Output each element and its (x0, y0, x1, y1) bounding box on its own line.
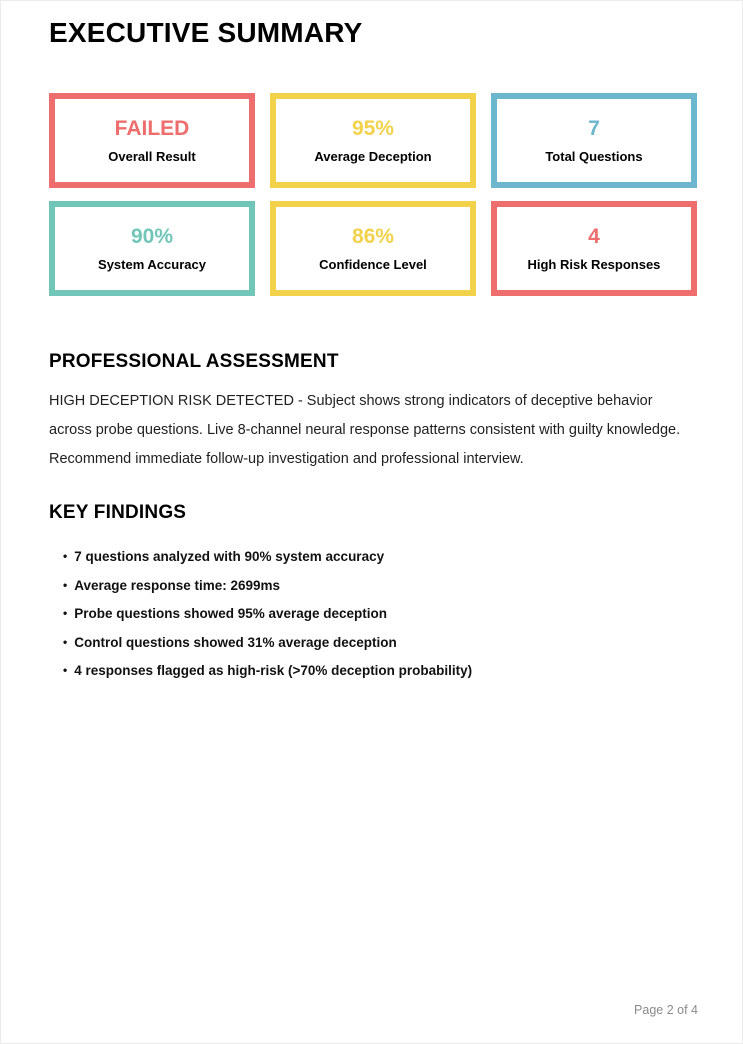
finding-text: 4 responses flagged as high-risk (>70% deception probability) (74, 663, 473, 679)
stat-card (491, 201, 697, 296)
stat-card-label: High Risk Responses (527, 257, 661, 272)
findings-heading: KEY FINDINGS (49, 502, 187, 523)
stat-card-label: Confidence Level (319, 257, 427, 272)
finding-item (63, 600, 697, 629)
stat-card-value: 86% (351, 225, 394, 248)
bullet-dot: • (63, 549, 68, 563)
finding-text: Control questions showed 31% average deception (74, 634, 397, 650)
stat-card (49, 93, 255, 188)
finding-item (63, 657, 697, 686)
findings-section (49, 502, 697, 686)
stat-card-value: 95% (351, 117, 394, 140)
stat-card-label: Average Deception (314, 149, 432, 164)
assessment-heading: PROFESSIONAL ASSESSMENT (49, 351, 339, 372)
bullet-dot: • (63, 577, 68, 592)
bullet-dot: • (63, 634, 68, 649)
stat-card (270, 93, 476, 188)
stat-card-value: 90% (130, 225, 173, 248)
stat-card (49, 201, 255, 296)
stat-card (491, 93, 697, 188)
stat-cards-grid (49, 93, 697, 296)
page-number: Page 2 of 4 (634, 1003, 698, 1017)
stat-card-label: Overall Result (108, 149, 196, 164)
bullet-dot: • (63, 663, 68, 678)
stat-card-label: System Accuracy (98, 257, 206, 272)
stat-card-value: FAILED (114, 117, 190, 140)
bullet-dot: • (63, 606, 68, 621)
finding-text: 7 questions analyzed with 90% system accuracy (74, 549, 385, 564)
finding-text: Average response time: 2699ms (74, 577, 281, 593)
stat-card-value: 4 (588, 225, 600, 248)
finding-item (63, 543, 697, 572)
stat-card (270, 201, 476, 296)
findings-list (49, 543, 697, 686)
stat-card-label: Total Questions (545, 149, 643, 164)
finding-item (63, 629, 697, 658)
page-title: EXECUTIVE SUMMARY (49, 17, 363, 48)
assessment-section (49, 351, 697, 474)
finding-item (63, 572, 697, 601)
finding-text: Probe questions showed 95% average deception (74, 606, 388, 622)
assessment-body-text: HIGH DECEPTION RISK DETECTED - Subject shows strong indicators of deceptive behavior across probe questions. Live 8-channel neural response patterns consistent with guilty knowledge. Recommend immediate follow-up investigation and professional interview. (49, 393, 681, 467)
stat-card-value: 7 (588, 117, 600, 140)
